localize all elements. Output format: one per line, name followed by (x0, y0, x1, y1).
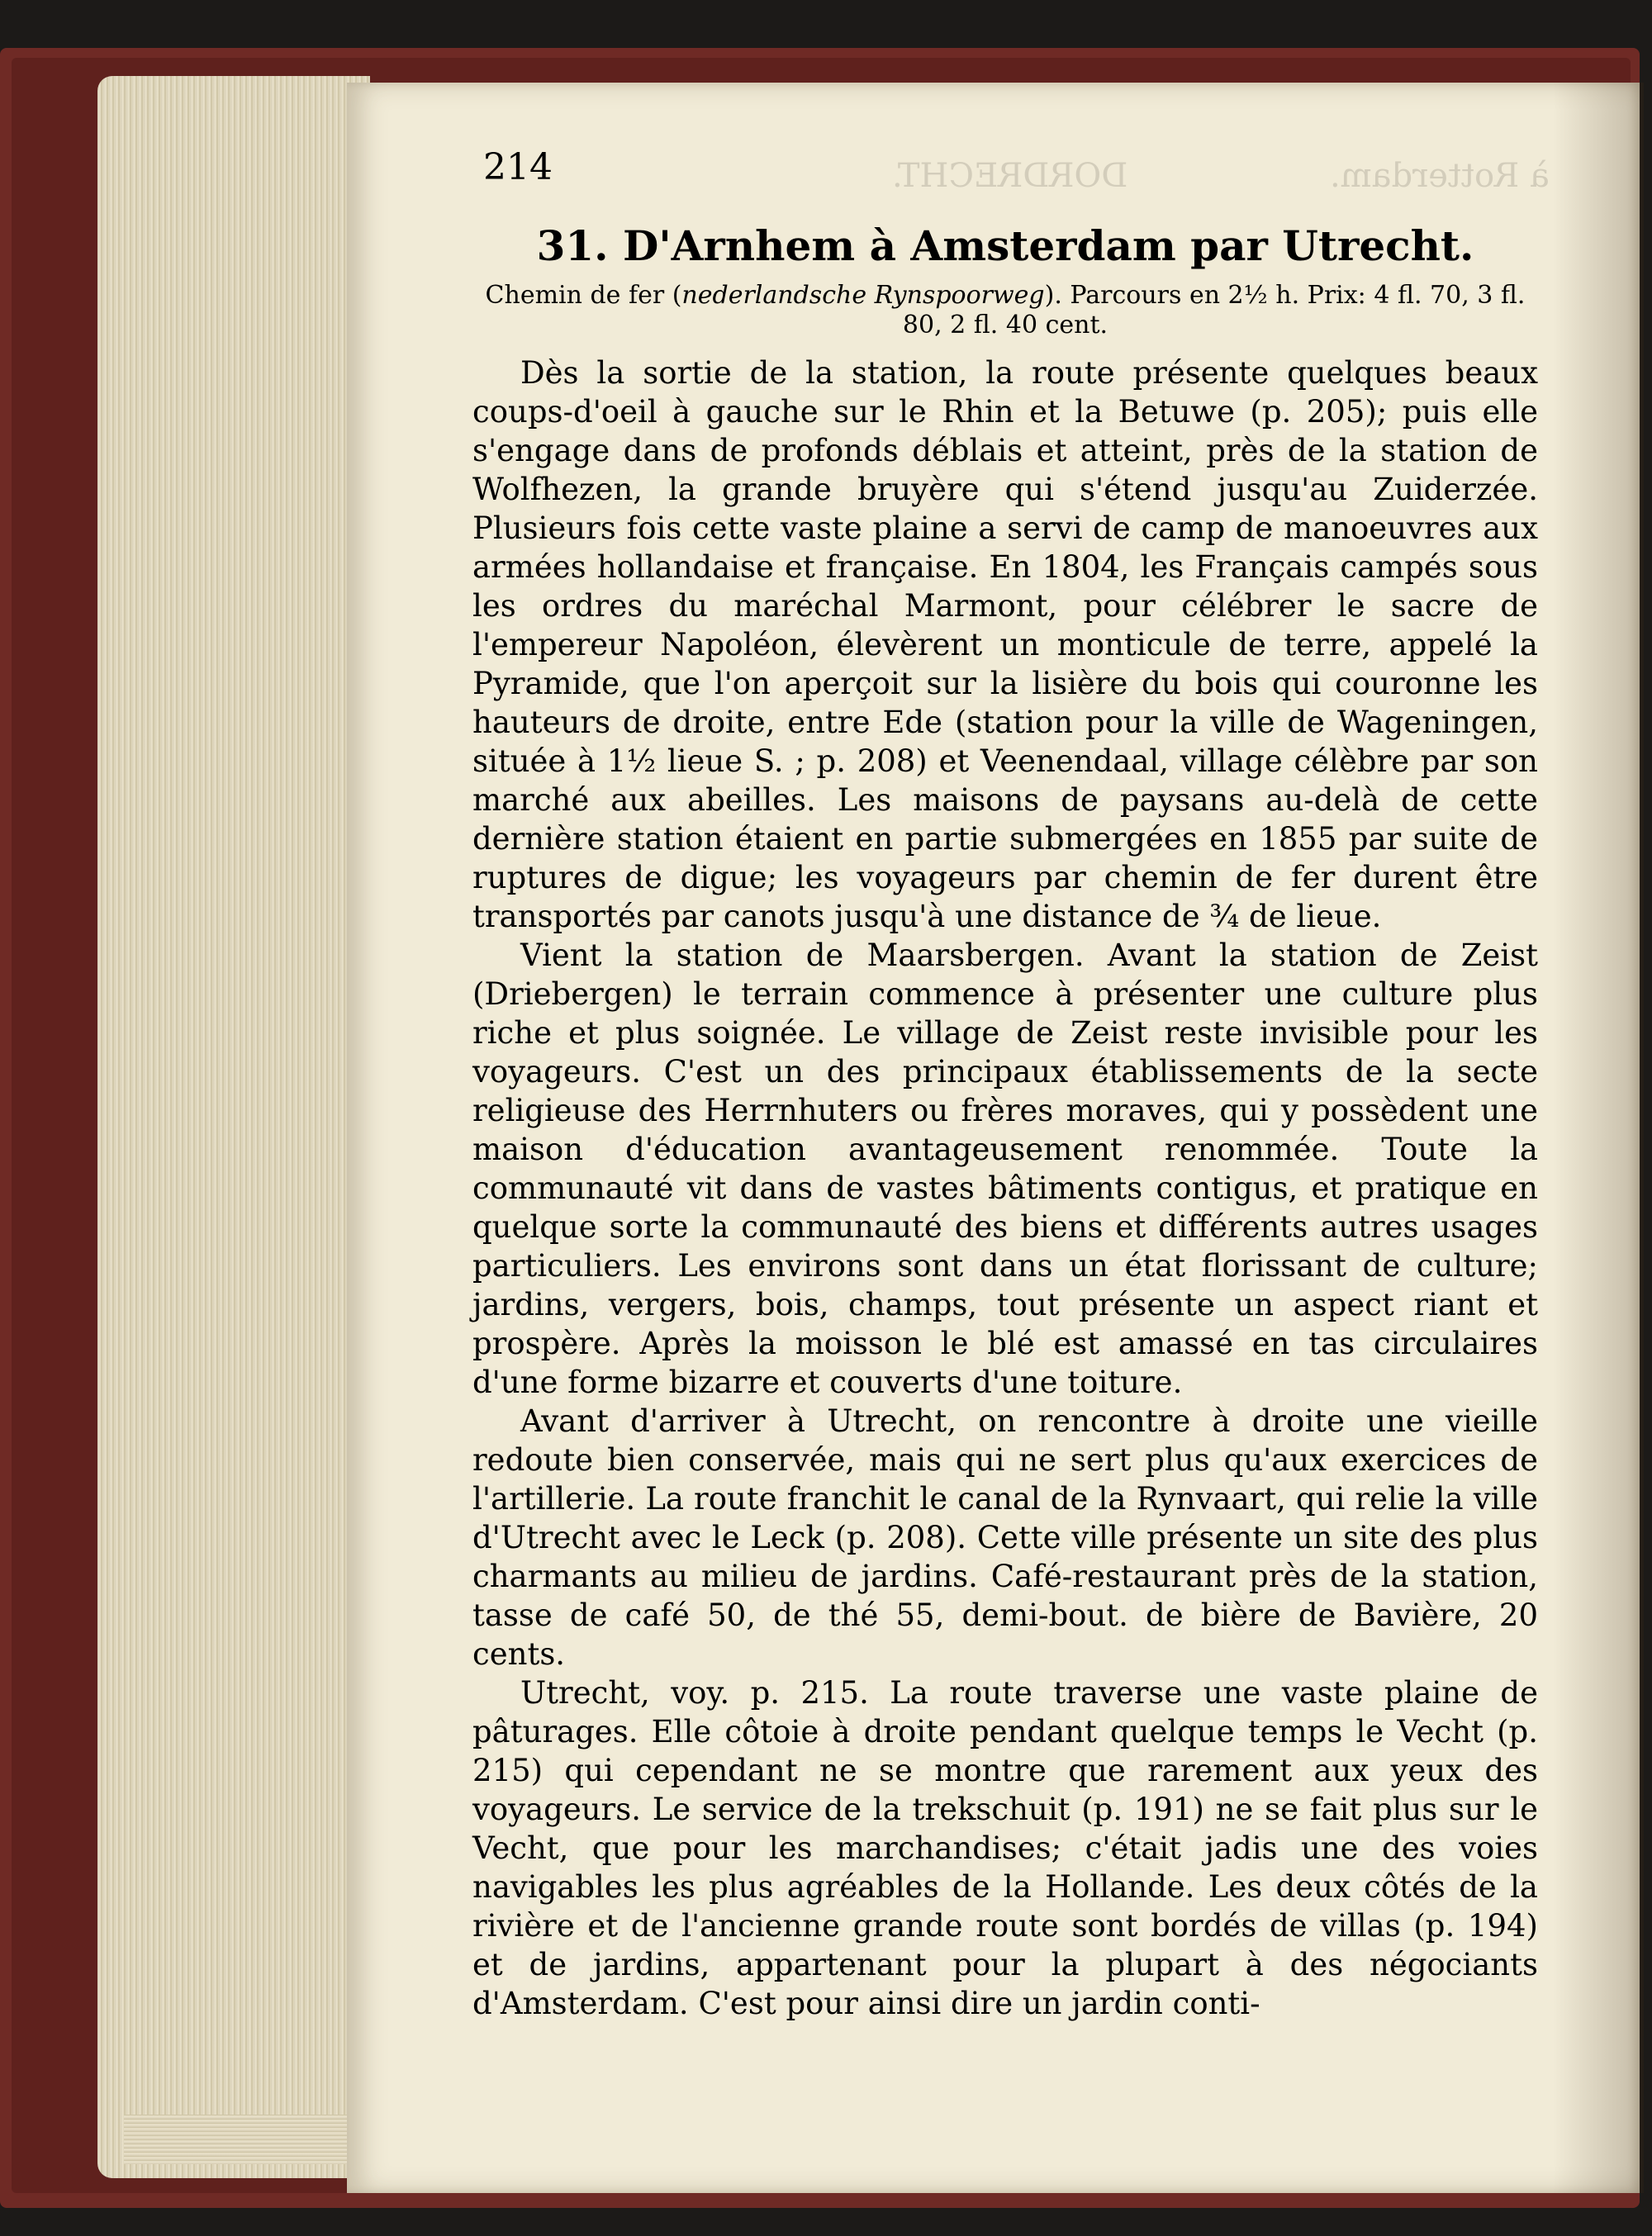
railway-name: nederlandsche Rynspoorweg (681, 281, 1045, 310)
paragraph: Avant d'arriver à Utrecht, on rencontre à droite une vieille redoute bien conservée, mais qui ne sert plus qu'aux exercices de l'artillerie. La route franchit le canal de la Rynvaart, qui relie la ville d'Utrecht avec le Leck (p. 208). Cette ville présente un site des plus charmants au milieu de jardins. Café-restaurant près de la station, tasse de café 50, de thé 55, demi-bout. de bière de Bavière, 20 cents. (472, 1403, 1538, 1672)
route-info-suffix: ). Parcours en 2½ h. Prix: 4 fl. 70, 3 fl. 80, 2 fl. 40 cent. (902, 281, 1526, 339)
page-number: 214 (483, 146, 553, 188)
show-through-header-right: à Rotterdam. (1330, 157, 1550, 195)
show-through-header: DORDRECHT. (892, 157, 1128, 195)
route-info (472, 281, 1538, 340)
paragraph: Vient la station de Maarsbergen. Avant la station de Zeist (Driebergen) le terrain commence à présenter une culture plus riche et plus soignée. Le village de Zeist reste invisible pour les voyageurs. C'est un des principaux établissements de la secte religieuse des Herrnhuters ou frères moraves, qui y possèdent une maison d'éducation avantageusement renommée. Toute la communauté vit dans de vastes bâtiments contigus, et pratique en quelque sorte la communauté des biens et différents autres usages particuliers. Les environs sont dans un état florissant de culture; jardins, vergers, bois, champs, tout présente un aspect riant et prospère. Après la moisson le blé est amassé en tas circulaires d'une forme bizarre et couverts d'une toiture. (472, 938, 1538, 1400)
page-edges-left (97, 76, 370, 2178)
spine-shadow (1553, 83, 1644, 2193)
chapter-title: 31. D'Arnhem à Amsterdam par Utrecht. (536, 221, 1474, 270)
body-text (472, 354, 1538, 2023)
route-info-prefix: Chemin de fer ( (485, 281, 682, 310)
paragraph: Utrecht, voy. p. 215. La route traverse une vaste plaine de pâturages. Elle côtoie à droite pendant quelque temps le Vecht (p. 215) qui cependant ne se montre que rarement aux yeux des voyageurs. Le service de la trekschuit (p. 191) ne se fait plus sur le Vecht, que pour les marchandises; c'était jadis une des voies navigables les plus agréables de la Hollande. Les deux côtés de la rivière et de l'ancienne grande route sont bordés de villas (p. 194) et de jardins, appartenant pour la plupart à des négociants d'Amsterdam. C'est pour ainsi dire un jardin conti- (472, 1675, 1538, 2021)
paragraph: Dès la sortie de la station, la route présente quelques beaux coups-d'oeil à gauche sur le Rhin et la Betuwe (p. 205); puis elle s'engage dans de profonds déblais et atteint, près de la station de Wolfhezen, la grande bruyère qui s'étend jusqu'au Zuiderzée. Plusieurs fois cette vaste plaine a servi de camp de manoeuvres aux armées hollandaise et française. En 1804, les Français campés sous les ordres du maréchal Marmont, pour célébrer le sacre de l'empereur Napoléon, élevèrent un monticule de terre, appelé la Pyramide, que l'on aperçoit sur la lisière du bois qui couronne les hauteurs de droite, entre Ede (station pour la ville de Wageningen, située à 1½ lieue S. ; p. 208) et Veenendaal, village célèbre par son marché aux abeilles. Les maisons de paysans au-delà de cette dernière station étaient en partie submergées en 1855 par suite de ruptures de digue; les voyageurs par chemin de fer durent être transportés par canots jusqu'à une distance de ¾ de lieue. (472, 355, 1538, 934)
